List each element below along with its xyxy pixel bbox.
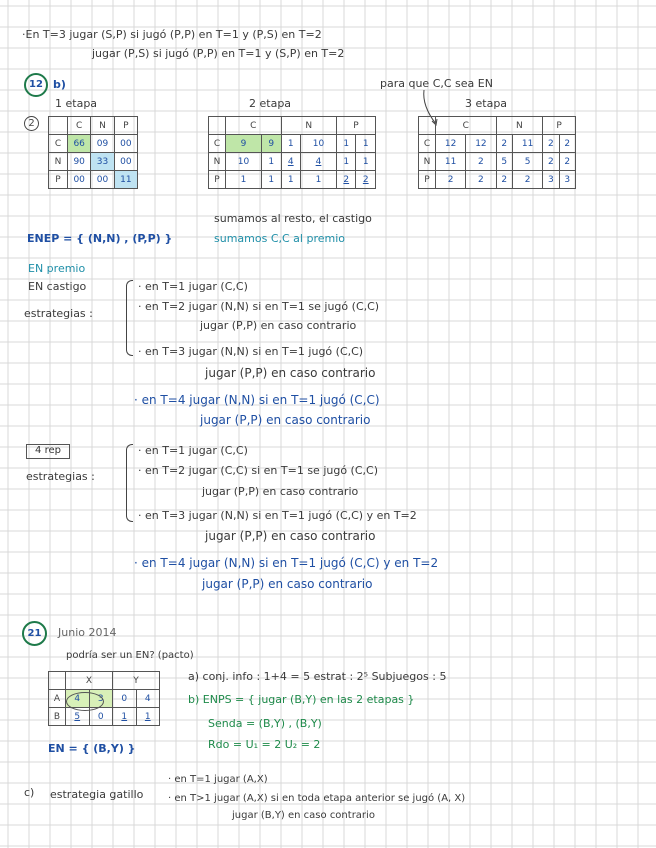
ex21-trigger-t1: · en T=1 jugar (A,X) xyxy=(168,774,268,785)
rep4-strategy-t2-b: jugar (P,P) en caso contrario xyxy=(202,485,359,498)
matrix-cell: 2 xyxy=(496,135,512,153)
matrix-cell: 9 xyxy=(226,135,262,153)
matrix-cell: 00 xyxy=(114,153,137,171)
matrix-cell: 5 xyxy=(496,153,512,171)
matrix-cell: 11 xyxy=(512,135,542,153)
label-4-rep: 4 rep xyxy=(26,444,70,459)
matrix-cell: 1 xyxy=(300,171,336,189)
payoff-matrix-ex21 xyxy=(48,671,160,726)
ex21-trigger-t2: · en T>1 jugar (A,X) si en toda etapa anterior se jugó (A, X) xyxy=(168,793,466,804)
stage-1-label: 1 etapa xyxy=(55,97,98,110)
matrix-cell: 4 xyxy=(300,153,336,171)
note-sumamos-castigo: sumamos al resto, el castigo xyxy=(214,212,372,225)
matrix-cell: 2 xyxy=(337,171,356,189)
matrix-cell: 9 xyxy=(262,135,281,153)
exercise-21-number: 21 xyxy=(22,621,47,646)
note-para-que: para que C,C sea EN xyxy=(380,77,493,90)
matrix-cell: 2 xyxy=(466,171,496,189)
enep-result: ENEP = { (N,N) , (P,P) } xyxy=(27,232,173,245)
label-estrategias-2: estrategias : xyxy=(26,470,95,483)
strategy-t4-b: jugar (P,P) en caso contrario xyxy=(200,413,371,427)
payoff-matrix-stage-2 xyxy=(208,116,376,189)
matrix-cell: 4 xyxy=(66,690,90,708)
payoff-matrix-stage-3 xyxy=(418,116,576,189)
ex21-part-a: a) conj. info : 1+4 = 5 estrat : 2⁵ Subjuegos : 5 xyxy=(188,670,447,683)
row-label: P xyxy=(209,171,226,189)
rep4-strategy-t4-b: jugar (P,P) en caso contrario xyxy=(202,577,373,591)
row-label: N xyxy=(209,153,226,171)
matrix-cell: 00 xyxy=(68,171,91,189)
ex21-part-c-label: c) xyxy=(24,786,35,799)
part-b-label: b) xyxy=(53,78,66,91)
matrix-header: Y xyxy=(113,672,160,690)
matrix-header: C xyxy=(68,117,91,135)
row-label: A xyxy=(49,690,66,708)
matrix-cell: 10 xyxy=(300,135,336,153)
ex21-senda: Senda = (B,Y) , (B,Y) xyxy=(208,717,322,730)
matrix-header: P xyxy=(543,117,576,135)
matrix-cell: 1 xyxy=(113,708,137,726)
matrix-cell: 2 xyxy=(543,153,559,171)
circled-2: 2 xyxy=(24,116,39,131)
matrix-cell: 5 xyxy=(66,708,90,726)
matrix-cell: 1 xyxy=(262,171,281,189)
matrix-cell: 1 xyxy=(262,153,281,171)
rep4-strategy-t2-a: · en T=2 jugar (C,C) si en T=1 se jugó (C,C) xyxy=(138,464,378,477)
exercise-21-question: podría ser un EN? (pacto) xyxy=(66,650,194,661)
brace-2 xyxy=(126,444,133,522)
matrix-cell: 2 xyxy=(559,153,575,171)
rep4-strategy-t3-b: jugar (P,P) en caso contrario xyxy=(205,529,376,543)
strategy-line-t3-b: jugar (P,S) si jugó (P,P) en T=1 y (S,P) en T=2 xyxy=(92,47,345,60)
matrix-cell: 2 xyxy=(512,171,542,189)
matrix-cell: 09 xyxy=(91,135,114,153)
brace-1 xyxy=(126,280,133,356)
circled-cell-A-X xyxy=(66,692,104,711)
matrix-cell: 1 xyxy=(281,135,300,153)
matrix-cell: 3 xyxy=(543,171,559,189)
matrix-cell: 11 xyxy=(114,171,137,189)
exercise-21-date: Junio 2014 xyxy=(58,626,117,639)
row-label: C xyxy=(419,135,436,153)
matrix-cell: 2 xyxy=(496,171,512,189)
matrix-header: X xyxy=(66,672,113,690)
matrix-cell: 1 xyxy=(226,171,262,189)
matrix-cell: 1 xyxy=(281,171,300,189)
matrix-cell: 1 xyxy=(356,153,376,171)
matrix-header: C xyxy=(436,117,497,135)
strategy-t2-b: jugar (P,P) en caso contrario xyxy=(200,319,357,332)
matrix-cell: 66 xyxy=(68,135,91,153)
exercise-12-number: 12 xyxy=(24,73,48,97)
matrix-header: P xyxy=(114,117,137,135)
label-en-premio: EN premio xyxy=(28,262,86,275)
matrix-cell: 10 xyxy=(226,153,262,171)
row-label: C xyxy=(209,135,226,153)
matrix-cell: 12 xyxy=(466,135,496,153)
ex21-part-c-title: estrategia gatillo xyxy=(50,788,144,801)
stage-3-label: 3 etapa xyxy=(465,97,508,110)
strategy-t3-a: · en T=3 jugar (N,N) si en T=1 jugó (C,C) xyxy=(138,345,364,358)
label-en-castigo: EN castigo xyxy=(28,280,87,293)
matrix-cell: 3 xyxy=(559,171,575,189)
matrix-cell: 2 xyxy=(436,171,466,189)
rep4-strategy-t3-a: · en T=3 jugar (N,N) si en T=1 jugó (C,C) y en T=2 xyxy=(138,509,417,522)
matrix-cell: 1 xyxy=(136,708,160,726)
matrix-cell: 0 xyxy=(89,708,113,726)
matrix-cell: 2 xyxy=(543,135,559,153)
matrix-cell: 00 xyxy=(91,171,114,189)
ex21-trigger-else: jugar (B,Y) en caso contrario xyxy=(232,810,375,821)
row-label: N xyxy=(49,153,68,171)
payoff-matrix-stage-1 xyxy=(48,116,138,189)
matrix-cell: 1 xyxy=(356,135,376,153)
strategy-line-t3-a: ·En T=3 jugar (S,P) si jugó (P,P) en T=1 y (P,S) en T=2 xyxy=(22,28,322,41)
row-label: P xyxy=(419,171,436,189)
matrix-cell: 2 xyxy=(559,135,575,153)
matrix-header: P xyxy=(337,117,376,135)
stage-2-label: 2 etapa xyxy=(249,97,292,110)
matrix-cell: 3 xyxy=(89,690,113,708)
matrix-header: C xyxy=(226,117,282,135)
row-label: N xyxy=(419,153,436,171)
rep4-strategy-t4-a: · en T=4 jugar (N,N) si en T=1 jugó (C,C) y en T=2 xyxy=(134,556,439,570)
matrix-cell: 0 xyxy=(113,690,137,708)
matrix-cell: 1 xyxy=(337,153,356,171)
matrix-cell: 12 xyxy=(436,135,466,153)
note-sumamos-premio: sumamos C,C al premio xyxy=(214,232,346,245)
matrix-header: N xyxy=(91,117,114,135)
matrix-cell: 4 xyxy=(136,690,160,708)
matrix-cell: 90 xyxy=(68,153,91,171)
matrix-cell: 5 xyxy=(512,153,542,171)
matrix-cell: 11 xyxy=(436,153,466,171)
matrix-header: N xyxy=(281,117,337,135)
label-estrategias-1: estrategias : xyxy=(24,307,93,320)
ex21-rdo: Rdo = U₁ = 2 U₂ = 2 xyxy=(208,738,321,751)
ex21-part-b: b) ENPS = { jugar (B,Y) en las 2 etapas } xyxy=(188,693,415,706)
ex21-en-result: EN = { (B,Y) } xyxy=(48,742,136,755)
row-label: C xyxy=(49,135,68,153)
matrix-cell: 4 xyxy=(281,153,300,171)
rep4-strategy-t1: · en T=1 jugar (C,C) xyxy=(138,444,248,457)
matrix-cell: 00 xyxy=(114,135,137,153)
strategy-t1: · en T=1 jugar (C,C) xyxy=(138,280,248,293)
matrix-cell: 2 xyxy=(466,153,496,171)
matrix-cell: 1 xyxy=(337,135,356,153)
matrix-cell: 33 xyxy=(91,153,114,171)
row-label: B xyxy=(49,708,66,726)
matrix-header: N xyxy=(496,117,543,135)
strategy-t3-b: jugar (P,P) en caso contrario xyxy=(205,366,376,380)
row-label: P xyxy=(49,171,68,189)
matrix-cell: 2 xyxy=(356,171,376,189)
strategy-t2-a: · en T=2 jugar (N,N) si en T=1 se jugó (C,C) xyxy=(138,300,380,313)
strategy-t4-a: · en T=4 jugar (N,N) si en T=1 jugó (C,C) xyxy=(134,393,380,407)
